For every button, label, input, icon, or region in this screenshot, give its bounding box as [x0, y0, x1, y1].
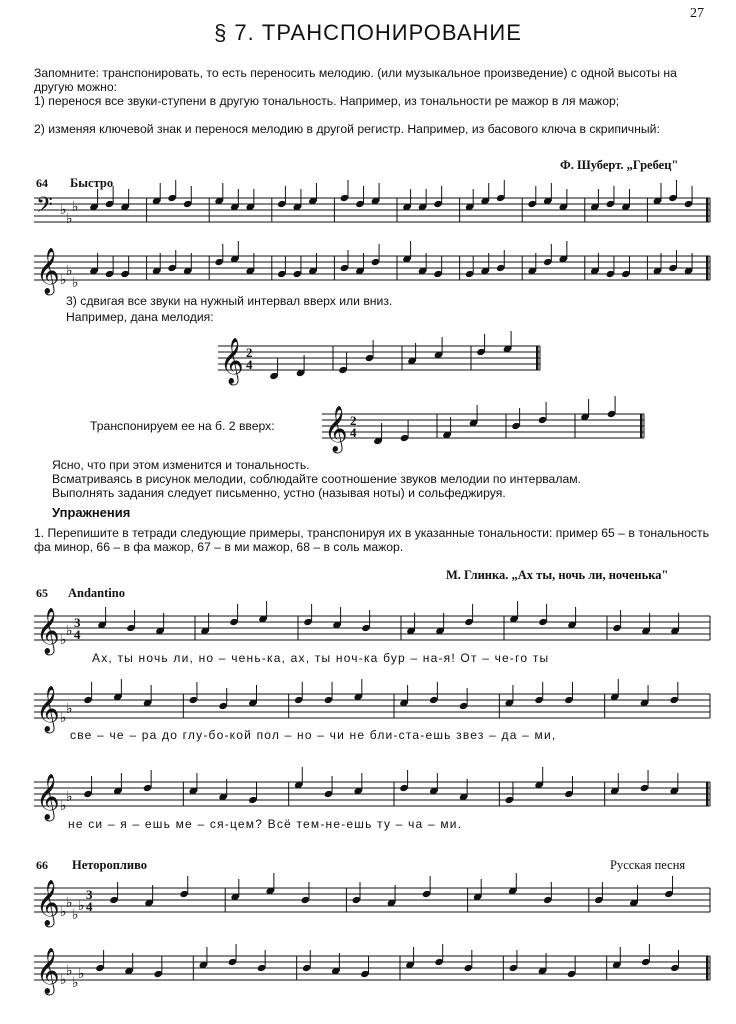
lyrics-65-line-3: не си – я – ешь ме – ся-цем? Всё тем-не-ешь ту – ча – ми. — [68, 817, 463, 831]
example-64-number: 64 — [36, 176, 48, 190]
flat-sign-icon: ♭ — [66, 623, 73, 639]
time-signature-digit: 3 — [86, 887, 93, 902]
example-65-number: 65 — [36, 586, 48, 600]
outro-line-2: Всматриваясь в рисунок мелодии, соблюдайте соотношение звуков мелодии по интервалам. — [52, 472, 581, 486]
flat-sign-icon: ♭ — [78, 898, 85, 914]
treble-clef-icon: 𝄞 — [36, 880, 60, 926]
flat-sign-icon: ♭ — [66, 963, 73, 979]
example-66-tempo: Неторопливо — [72, 858, 148, 872]
time-signature-digit: 4 — [86, 899, 93, 914]
chapter-title: § 7. ТРАНСПОНИРОВАНИЕ — [214, 20, 522, 45]
staff-65-line-2 — [34, 684, 710, 732]
treble-clef-icon: 𝄞 — [36, 774, 60, 820]
treble-clef-icon: 𝄞 — [36, 608, 60, 654]
flat-sign-icon: ♭ — [60, 972, 67, 988]
example-66-number: 66 — [36, 858, 48, 872]
staff-66-line-1 — [34, 878, 710, 926]
treble-clef-icon: 𝄞 — [220, 338, 244, 384]
lyrics-65-line-1: Ах, ты ночь ли, но – чень-ка, ах, ты ноч-ка бур – на-я! От – че-го ты — [92, 651, 550, 665]
example-64-attribution: Ф. Шуберт. „Гребец" — [560, 158, 679, 172]
flat-sign-icon: ♭ — [60, 798, 67, 814]
time-signature-digit: 4 — [350, 425, 357, 440]
bass-clef-icon: 𝄢 — [36, 193, 53, 223]
flat-sign-icon: ♭ — [66, 263, 73, 279]
staff-64-bass — [34, 188, 710, 232]
staff-64-treble — [34, 246, 710, 294]
time-signature-digit: 3 — [74, 615, 81, 630]
rule-3-example-intro: Например, дана мелодия: — [66, 310, 214, 324]
intro-rule-2: 2) изменяя ключевой знак и перенося мелодию в другой регистр. Например, из басового ключа в скрипичный: — [34, 122, 660, 136]
flat-sign-icon: ♭ — [66, 701, 73, 717]
flat-sign-icon: ♭ — [60, 904, 67, 920]
flat-sign-icon: ♭ — [60, 632, 67, 648]
exercises-title: Упражнения — [52, 505, 131, 520]
staff-65-line-1 — [34, 606, 710, 654]
flat-sign-icon: ♭ — [72, 975, 79, 991]
time-signature-digit: 2 — [350, 413, 357, 428]
flat-sign-icon: ♭ — [66, 211, 73, 227]
rule-3-text: 3) сдвигая все звуки на нужный интервал вверх или вниз. — [66, 294, 393, 308]
example-64-tempo: Быстро — [70, 176, 114, 190]
treble-clef-icon: 𝄞 — [36, 686, 60, 732]
intro-remember: Запомните: транспонировать, то есть переносить мелодию. (или музыкальное произведение) с одной высоты на другую можно: — [34, 66, 677, 94]
outro-line-1: Ясно, что при этом изменится и тональность. — [52, 458, 310, 472]
staff-given-melody — [218, 336, 540, 384]
exercises-task: 1. Перепишите в тетради следующие примеры, транспонируя их в указанные тональности: пример 65 – в тональность фа минор, 66 – в фа мажор, 67 – в ми мажор, 68 – в соль мажор. — [34, 526, 709, 554]
flat-sign-icon: ♭ — [60, 202, 67, 218]
flat-sign-icon: ♭ — [60, 710, 67, 726]
flat-sign-icon: ♭ — [66, 895, 73, 911]
flat-sign-icon: ♭ — [60, 272, 67, 288]
time-signature-digit: 4 — [74, 627, 81, 642]
example-65-attribution: М. Глинка. „Ах ты, ночь ли, ноченька" — [446, 568, 669, 582]
staff-66-line-2 — [34, 946, 710, 994]
outro-line-3: Выполнять задания следует письменно, устно (называя ноты) и сольфеджируя. — [52, 486, 506, 500]
staff-transposed-melody — [322, 404, 644, 452]
flat-sign-icon: ♭ — [72, 275, 79, 291]
transpose-label: Транспонируем ее на б. 2 вверх: — [90, 419, 275, 433]
intro-rule-1: 1) перенося все звуки-ступени в другую тональность. Например, из тональности ре мажор в ля мажор; — [34, 94, 620, 108]
staff-65-line-3 — [34, 772, 710, 820]
flat-sign-icon: ♭ — [72, 907, 79, 923]
time-signature-digit: 4 — [246, 357, 253, 372]
treble-clef-icon: 𝄞 — [36, 948, 60, 994]
page-number: 27 — [690, 6, 704, 21]
flat-sign-icon: ♭ — [78, 966, 85, 982]
treble-clef-icon: 𝄞 — [324, 406, 348, 452]
example-66-attribution: Русская песня — [610, 858, 686, 872]
treble-clef-icon: 𝄞 — [36, 248, 60, 294]
example-65-tempo: Andantino — [68, 586, 125, 600]
lyrics-65-line-2: све – че – ра до глу-бо-кой пол – но – чи не бли-ста-ешь звез – да – ми, — [70, 728, 557, 742]
flat-sign-icon: ♭ — [72, 199, 79, 215]
flat-sign-icon: ♭ — [66, 789, 73, 805]
time-signature-digit: 2 — [246, 345, 253, 360]
